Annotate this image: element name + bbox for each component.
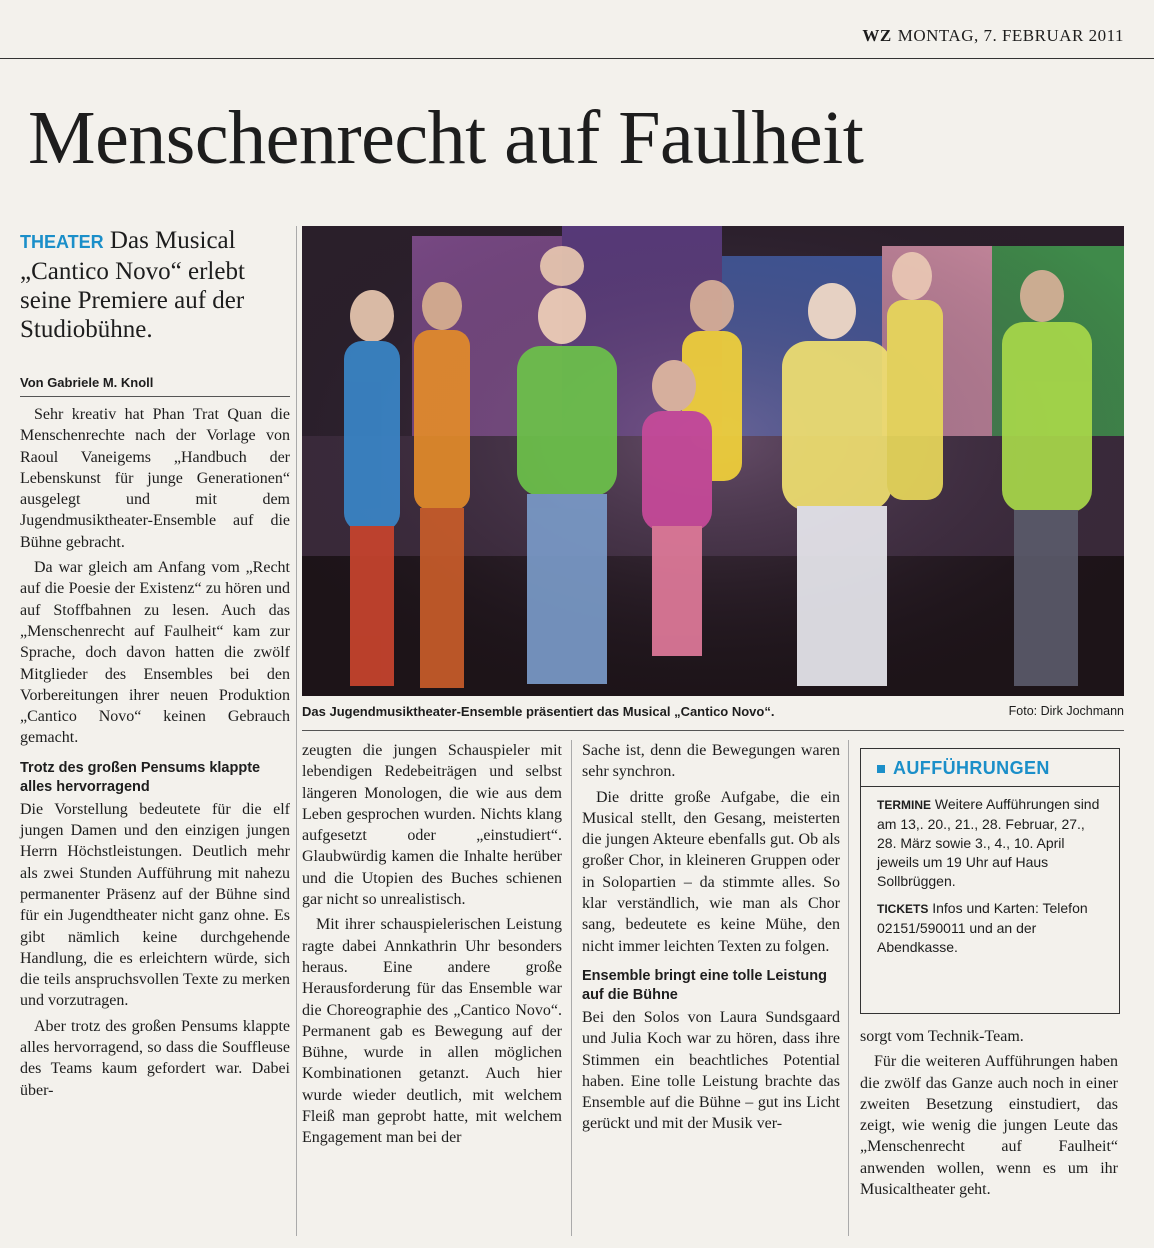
performances-infobox — [860, 748, 1120, 1014]
dates-text: Weitere Aufführungen sind am 13,. 20., 21., 28. Februar, 27., 28. März sowie 3., 4., 10. April jeweils um 19 Uhr auf Haus Sollbrüggen. — [877, 796, 1100, 889]
infobox-rule — [861, 786, 1119, 787]
infobox-title-text: AUFFÜHRUNGEN — [893, 758, 1050, 778]
paragraph: Die Vorstellung bedeutete für die elf jungen Damen und den einzigen jungen Herrn Höchstleistungen. Deutlich mehr als zwei Stunden Aufführung mit nahezu permanenter Präsenz auf der Bühne sind für ein Jugendtheater nicht ganz ohne. Es gibt nämlich keine durchgehende Handlung, die es erleichtern würde, sich die teils anspruchsvollen Texte zu merken und vorzutragen. — [20, 800, 290, 1010]
photo-credit: Foto: Dirk Jochmann — [1008, 704, 1124, 718]
photo-caption — [302, 704, 1124, 719]
column-divider — [571, 740, 572, 1236]
infobox-title — [877, 759, 1119, 778]
caption-rule — [302, 730, 1124, 731]
article-column-3 — [582, 740, 840, 1135]
tickets-label: TICKETS — [877, 902, 929, 916]
paragraph: Mit ihrer schauspielerischen Leistung ragte dabei Annkathrin Uhr besonders heraus. Eine andere große Herausforderung für das Ensemble war die Choreographie des „Cantico Novo“. Permanent gab es Bewegung auf der Bühne, wurde in allen möglichen Kombinationen getanzt. Auch hier wurde wieder deutlich, mit welchem Fleiß man geprobt hatte, mit welchem Engagement man bei der — [302, 916, 562, 1147]
paragraph: sorgt vom Technik-Team. — [860, 1028, 1024, 1045]
tickets-text: Infos und Karten: Telefon 02151/590011 und an der Abendkasse. — [877, 900, 1088, 955]
infobox-dates — [877, 795, 1103, 891]
paragraph: Sehr kreativ hat Phan Trat Quan die Menschenrechte nach der Vorlage von Raoul Vaneigems „Handbuch der Lebenskunst für junge Generationen“ ausgelegt und mit dem Jugendmusiktheater-Ensemble auf die Bühne gebracht. — [20, 406, 290, 551]
dates-label: TERMINE — [877, 798, 931, 812]
paragraph: Für die weiteren Aufführungen haben die zwölf das Ganze auch noch in einer zweiten Besetzung einstudiert, das zeigt, wie wenig die jungen Leute das „Menschenrecht auf Faulheit“ anwenden wollen, wenn es um ihr Musicaltheater geht. — [860, 1053, 1118, 1199]
square-bullet-icon — [877, 765, 885, 773]
caption-text: Das Jugendmusiktheater-Ensemble präsentiert das Musical „Cantico Novo“. — [302, 704, 775, 719]
infobox-tickets — [877, 899, 1103, 957]
stage-illustration — [302, 226, 1124, 696]
article-column-1 — [20, 404, 290, 1101]
paragraph: Sache ist, denn die Bewegungen waren sehr synchron. — [582, 742, 840, 781]
lead-kicker: THEATER — [20, 232, 104, 252]
masthead-date: MONTAG, 7. FEBRUAR 2011 — [897, 26, 1124, 45]
top-rule — [0, 58, 1154, 59]
article-column-4 — [860, 1026, 1118, 1200]
headline: Menschenrecht auf Faulheit — [28, 96, 864, 180]
masthead-paper: WZ — [862, 26, 892, 45]
column-divider — [848, 740, 849, 1236]
subheading: Trotz des großen Pensums klappte alles hervorragend — [20, 759, 261, 795]
paragraph: Die dritte große Aufgabe, die ein Musical stellt, den Gesang, meisterten die jungen Akteure ebenfalls gut. Ob als großer Chor, in kleineren Gruppen oder in Solopartien – da stimmte alles. So klar verständlich, wie man als Chor sang, bedeutete es keine Mühe, den nicht immer leichten Texten zu folgen. — [582, 788, 840, 955]
ensemble-photo — [302, 226, 1124, 696]
paragraph: Bei den Solos von Laura Sundsgaard und Julia Koch war zu hören, dass ihre Stimmen ein beachtliches Potential haben. Eine tolle Leistung brachte das Ensemble auf die Bühne – gut ins Licht gerückt und mit der Musik ver- — [582, 1008, 840, 1133]
lead — [20, 226, 290, 344]
masthead — [862, 26, 1124, 46]
byline: Von Gabriele M. Knoll — [20, 375, 154, 390]
paragraph: Aber trotz des großen Pensums klappte alles hervorragend, so dass die Souffleuse des Teams kaum gefordert war. Dabei über- — [20, 1017, 290, 1099]
byline-rule — [20, 396, 290, 397]
paragraph: Da war gleich am Anfang vom „Recht auf die Poesie der Existenz“ zu hören und auf Stoffbahnen zu lesen. Auch das „Menschenrecht auf Faulheit“ kam zur Sprache, doch davon hatten die zwölf Mitglieder des Ensembles bei den Vorbereitungen ihrer neuen Produktion „Cantico Novo“ keinen Gebrauch gemacht. — [20, 559, 290, 747]
lead-text: Das Musical „Cantico Novo“ erlebt seine Premiere auf der Studiobühne. — [20, 227, 245, 343]
column-divider — [296, 226, 297, 1236]
subheading: Ensemble bringt eine tolle Leistung auf die Bühne — [582, 967, 827, 1003]
paragraph: zeugten die jungen Schauspieler mit lebendigen Redebeiträgen und selbst längeren Monologen, die wie aus dem Leben gesprochen wurden. Nichts klang aufgesetzt oder „einstudiert“. Glaubwürdig kamen die Inhalte herüber und die Utopien des Buches schienen gar nicht so unrealistisch. — [302, 742, 562, 909]
article-column-2 — [302, 740, 562, 1149]
